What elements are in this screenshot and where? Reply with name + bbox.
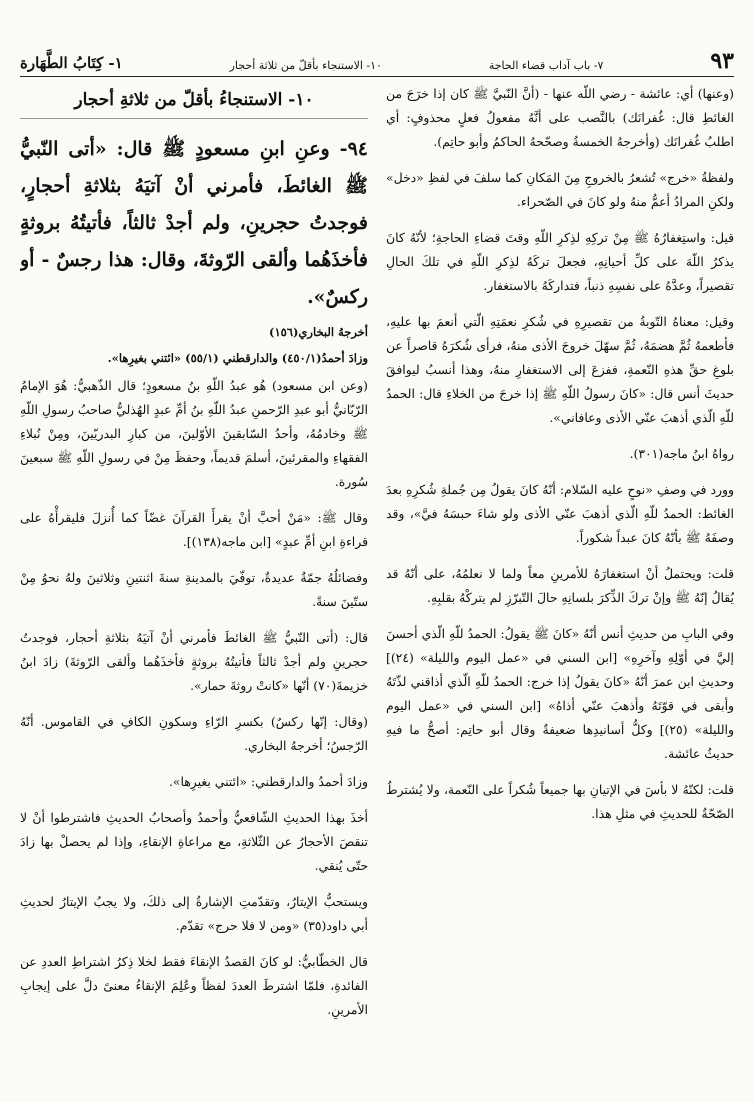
chapter-heading: ٧- باب آداب قضاء الحاجة [488, 59, 604, 72]
paragraph: وورد في وصفِ «نوحٍ عليه السّلام: أنّهُ كانَ يقولُ مِن جُملةِ شُكرِهِ بعدَ الغائط: الحمدُ للّهِ الّذي أذهبَ عنّي الأذى ولو شاءَ حبسَهُ فيَّ»، وقد وصفَهُ ﷺ بأنّهُ كانَ عبداً شكوراً. [386, 482, 734, 545]
hadith-text: ٩٤- وعنِ ابنِ مسعودٍ ﷺ قال: «أتى النّبيُّ ﷺ الغائطَ، فأمرني أنْ آتيَهُ بثلاثةِ أحجارٍ، فوجدتُ حجرينِ، ولم أجدْ ثالثاً، فأتيتُهُ بروثةٍ فأخذَهُما وألقى الرّوثةَ، وقال: هذا رجسٌ - أو ركسٌ». [20, 138, 368, 308]
page-number: ٩٣ [710, 48, 734, 74]
text-columns [20, 82, 734, 1062]
section-heading: ١٠- الاستنجاء بأقلّ من ثلاثة أحجار [229, 59, 382, 72]
paragraph: وقال ﷺ: «مَنْ أحبَّ أنْ يقرأَ القرآنَ غضّاً كما أُنزلَ فليقرأْهُ على قراءةِ ابنِ أمِّ عبدٍ» [ابن ماجه(١٣٨)]. [20, 510, 368, 549]
running-header [20, 38, 734, 77]
paragraph: وقيل: معناهُ التّوبةُ من تقصيرِهِ في شُكرِ نعمَتِهِ الّتي أنعمَ بها عليهِ، فأطعمهُ ثُمَّ هضمَهُ، ثُمَّ سهّلَ خروجَ الأذى منهُ، فرأى شُكرَهُ قاصراً عن بلوغِ حقِّ هذهِ النّعمةِ، ففزعَ إلى الاستغفارِ منهُ، وهذا أنسبُ ليوافقَ حديثَ أنس قال: «كانَ رسولُ اللّهِ ﷺ إذا خرجَ من الخلاءِ قال: الحمدُ للّهِ الّذي أذهبَ عنّي الأذى وعافاني». [386, 314, 734, 425]
hadith-source: أخرجهُ البخاري(١٥٦) [268, 325, 368, 339]
paragraph: (وعن ابن مسعود) هُو عبدُ اللّهِ بنُ مسعودٍ؛ قال الذّهبيُّ: هُوَ الإمامُ الرّبّانيُّ أبو عبدِ الرّحمنِ عبدُ اللّهِ بنُ أمِّ عبدٍ الهُذليُّ صاحبُ رسولِ اللّهِ ﷺ وخادمُهُ، وأحدُ السّابقينَ الأوّلينَ، من كبارِ البدريّينَ، ومِنْ نُبلاءِ الفقهاءِ والمقرئينَ، أسلمَ قديماً، وحفظَ مِنْ في رسولِ اللّهِ ﷺ سبعينَ سُورة. [20, 378, 368, 489]
book-title: ١- كِتَابُ الطَّهَارة [20, 54, 123, 72]
paragraph: (وقال: إنّها ركسٌ) بكسرِ الرّاءِ وسكونِ الكافِ في القاموس. أنّهُ الرّجسُ؛ أخرجهُ البخاري. [20, 714, 368, 753]
paragraph: (وعنها) أي: عائشة - رضي اللّه عنها - (أنَّ النّبيَّ ﷺ كان إذا خرَجَ من الغائطِ قال: غُفرانَك) بالنَّصب على أنَّهُ مفعولُ فعلٍ محذوفٍ: أي اطلبُ غُفرانَك (وأخرجهُ الخمسةُ وصحّحهُ الحاكمُ وأبو حاتِم). [386, 86, 734, 149]
paragraph: قيل: واستِغفارُهُ ﷺ مِنْ تركِهِ لذِكرِ اللّهِ وقتَ قضاءِ الحاجةِ؛ لأنّهُ كانَ يذكرُ اللّهَ على كلِّ أحيانِهِ، فجعلَ تركَهُ لذِكرِ اللّهِ في تلكَ الحالِ تقصيراً، وعدَّهُ على نفسِهِ ذنباً، فتداركَهُ بالاستغفار. [386, 230, 734, 293]
paragraph: أخذَ بهذا الحديثِ الشّافعيُّ وأحمدُ وأصحابُ الحديثِ فاشترطوا أنْ لا تنقصَ الأحجارُ عن الثّلاثةِ، مع مراعاةِ الإنقاءِ، وإذا لم يحصلْ بها زادَ حتّى يُنقي. [20, 810, 368, 873]
paragraph: قال الخطّابيُّ: لو كانَ القصدُ الإنقاءَ فقط لخلا ذِكرُ اشتراطِ العددِ عن الفائدةِ، فلمّا اشترطَ العددَ لفظاً وعُلِمَ الإنقاءُ معنىً دلَّ على إيجابِ الأمرينِ. [20, 954, 368, 1017]
paragraph: قلت: ويحتملُ أنْ استغفارَهُ للأمرينِ معاً ولما لا نعلمُهُ، على أنّهُ قد يُقالُ إنّهُ ﷺ وإنْ تركَ الذِّكرَ بلسانِهِ حالَ التّبرّزِ لم يتركْهُ بقلبِهِ. [386, 566, 734, 605]
paragraph: قلت: لكنّهُ لا بأسَ في الإتيانِ بها جميعاً شُكراً على النّعمة، ولا يُشترطُ الصّحّةُ للحديثِ في مثلِ هذا. [386, 782, 734, 821]
paragraph: قال: (أتى النّبيُّ ﷺ الغائطَ فأمرني أنْ آتيَهُ بثلاثةِ أحجار، فوجدتُ حجرينِ ولم أجدْ ثالثاً فأتيتُهُ بروثةٍ فأخذَهُما وألقى الرّوثةَ) زادَ ابنُ خزيمةَ(٧٠) أنّها «كانتْ روثةَ حمار». [20, 630, 368, 693]
left-column [20, 82, 368, 1062]
right-column [386, 82, 734, 1062]
paragraph: وفضائلُهُ جمّةٌ عديدةٌ، توفّيَ بالمدينةِ سنةَ اثنتينِ وثلاثينَ ولهُ نحوُ مِنْ ستّينَ سنةً. [20, 570, 368, 609]
paragraph: وزادَ أحمدُ والدارقطني: «ائتني بغيرِها». [168, 774, 368, 789]
paragraph: ويستحبُّ الإيتارُ، وتقدّمتِ الإشارةُ إلى ذلكَ، ولا يجبُ الإيتارُ لحديثِ أبي داود(٣٥) «ومن لا فلا حرج» تقدّم. [20, 894, 368, 933]
paragraph: رواهُ ابنُ ماجه(٣٠١). [629, 446, 734, 461]
hadith-addition: وزادَ أحمدُ(٤٥٠/١) والدارقطني (٥٥/١) «ائتني بغيرِها». [107, 351, 368, 365]
paragraph: ولفظةُ «خرج» تُشعرُ بالخروجِ مِنَ المَكانِ كما سلفَ في لفظِ «دخل» ولكنِ المرادُ أعمُّ منهُ ولو كانَ في الصّحراء. [386, 170, 734, 209]
section-title: ١٠- الاستنجاءُ بأقلّ من ثلاثةِ أحجار [20, 90, 368, 119]
paragraph: وفي البابِ من حديثِ أنس أنّهُ «كانَ ﷺ يقولُ: الحمدُ للّهِ الّذي أحسنَ إليَّ في أوّلِهِ وآخرِهِ» [ابن السني في «عمل اليوم والليلة» (٢٤)] وحديثِ ابن عمرَ أنّهُ «كانَ يقولُ إذا خرج: الحمدُ للّهِ الّذي أذاقني لذّتَهُ وأبقى في قوّتَهُ وأذهبَ عنّي أذاهُ» [ابن السني في «عمل اليوم والليلة» (٢٥)] وكلُّ أسانيدِها ضعيفةٌ وقال أبو حاتِم: أصحُّ ما فيهِ حديثُ عائشة. [386, 626, 734, 761]
